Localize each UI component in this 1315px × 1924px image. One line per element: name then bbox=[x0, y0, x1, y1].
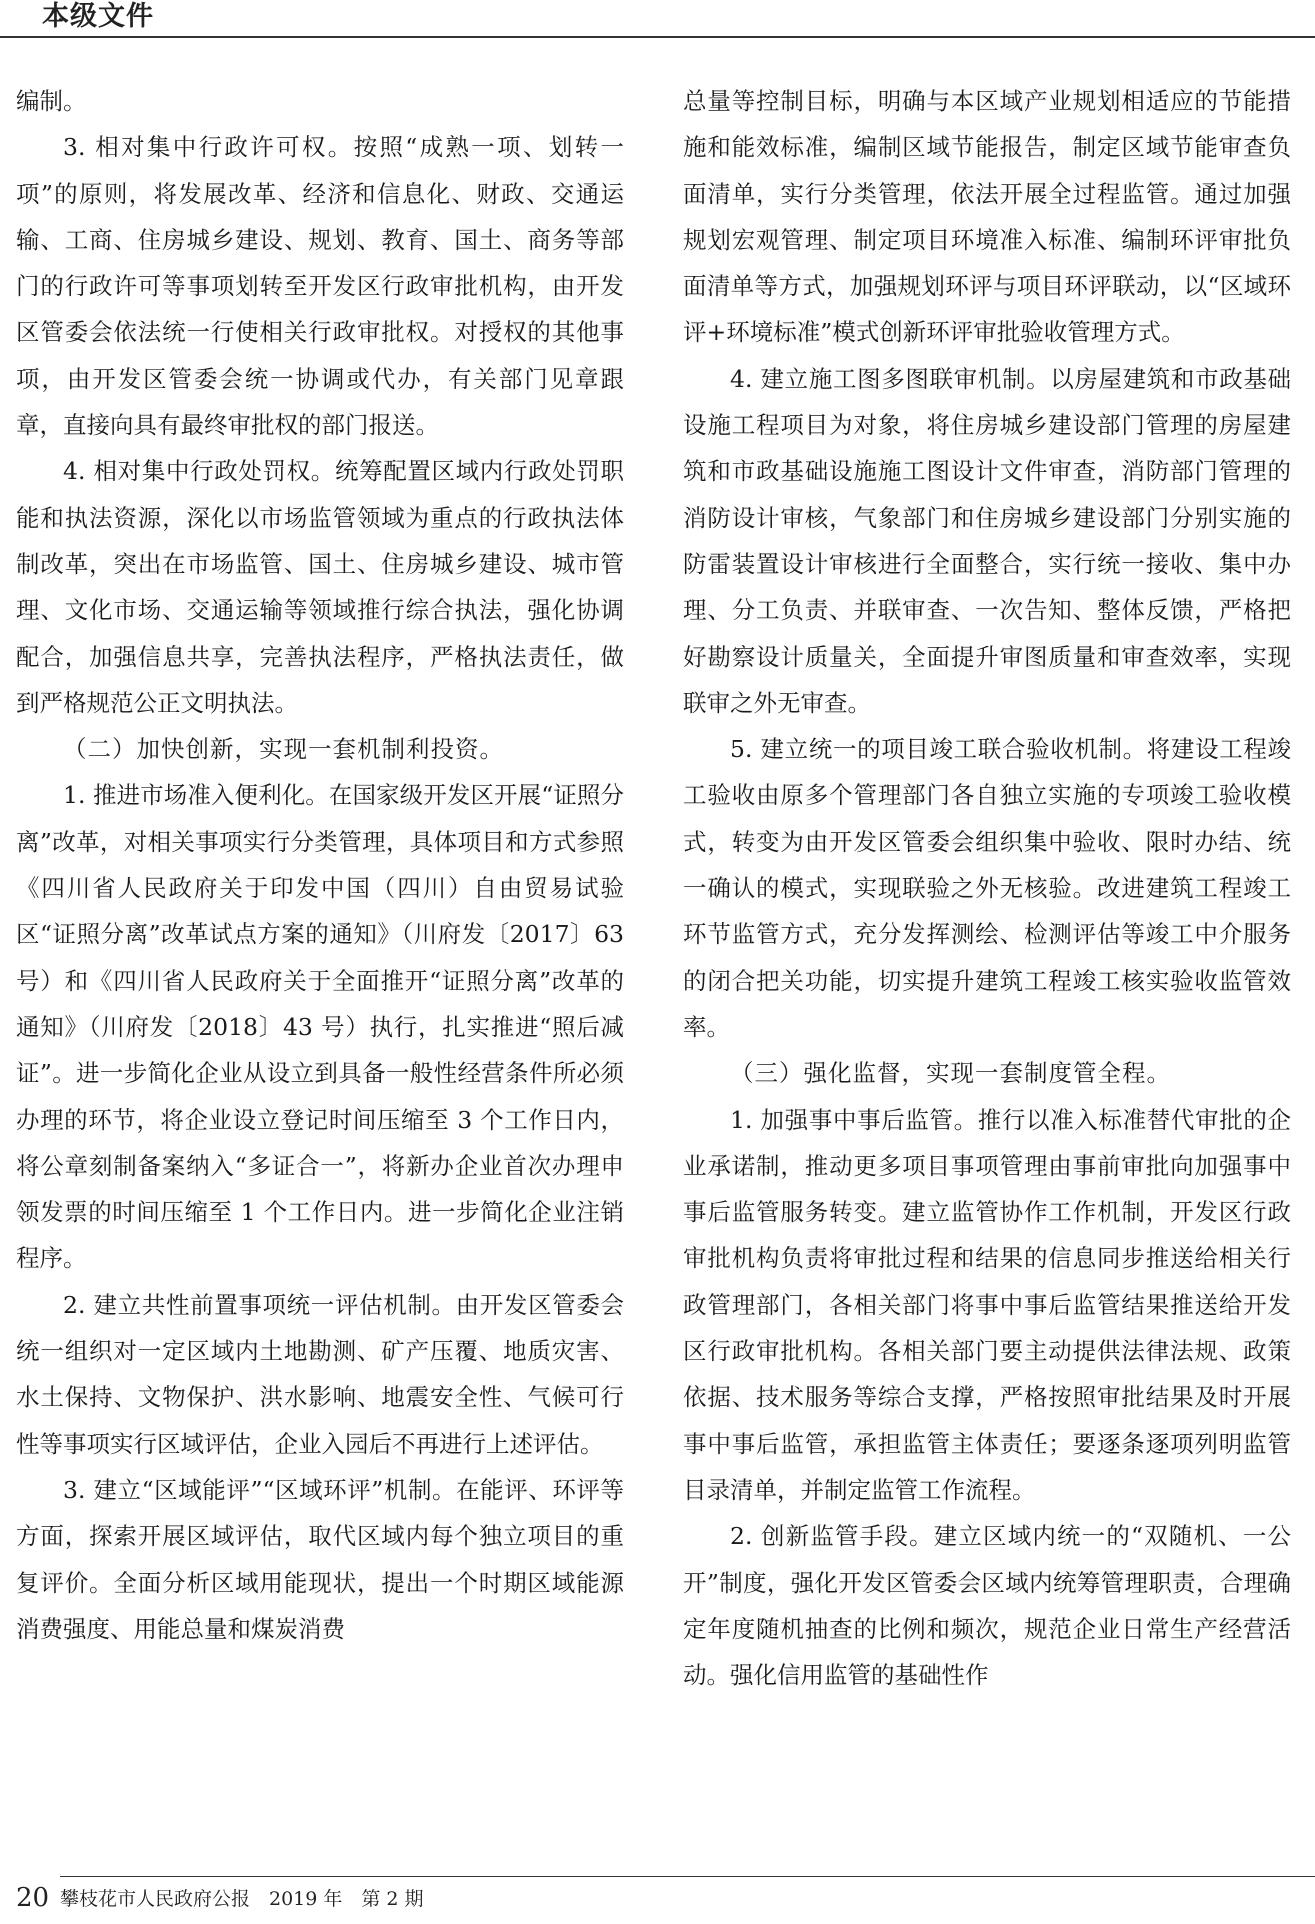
header-divider bbox=[0, 36, 1315, 38]
paragraph: 1. 加强事中事后监管。推行以准入标准替代审批的企业承诺制，推动更多项目事项管理由事前审批向加强事中事后监管服务转变。建立监管协作工作机制，开发区行政审批机构负责将审批过程和结果的信息同步推送给相关行政管理部门，各相关部门将事中事后监管结果推送给开发区行政审批机构。各相关部门要主动提供法律法规、政策依据、技术服务等综合支撑，严格按照审批结果及时开展事中事后监管，承担监管主体责任；要逐条逐项列明监管目录清单，并制定监管工作流程。 bbox=[683, 1105, 1291, 1504]
section-heading: （三）强化监督，实现一套制度管全程。 bbox=[730, 1059, 1171, 1088]
paragraph: 3. 建立“区域能评”“区域环评”机制。在能评、环评等方面，探索开展区域评估，取代区域内每个独立项目的重复评价。全面分析区域用能现状，提出一个时期区域能源消费强度、用能总量和煤炭消费 bbox=[16, 1475, 624, 1643]
page-footer bbox=[0, 1876, 1315, 1924]
paragraph: 2. 创新监管手段。建立区域内统一的“双随机、一公开”制度，强化开发区管委会区域内统筹管理职责，合理确定年度随机抽查的比例和频次，规范企业日常生产经营活动。强化信用监管的基础性作 bbox=[683, 1522, 1291, 1690]
paragraph: 5. 建立统一的项目竣工联合验收机制。将建设工程竣工验收由原多个管理部门各自独立实施的专项竣工验收模式，转变为由开发区管委会组织集中验收、限时办结、统一确认的模式，实现联验之外无核验。改进建筑工程竣工环节监管方式，充分发挥测绘、检测评估等竣工中介服务的闭合把关功能，切实提升建筑工程竣工核实验收监管效率。 bbox=[683, 735, 1291, 1041]
publication-info: 攀枝花市人民政府公报 2019 年 第 2 期 bbox=[60, 1888, 424, 1910]
paragraph: 编制。 bbox=[16, 87, 87, 115]
paragraph: 3. 相对集中行政许可权。按照“成熟一项、划转一项”的原则，将发展改革、经济和信息化、财政、交通运输、工商、住房城乡建设、规划、教育、国土、商务等部门的行政许可等事项划转至开发区行政审批机构，由开发区管委会依法统一行使相关行政审批权。对授权的其他事项，由开发区管委会统一协调或代办，有关部门见章跟章，直接向具有最终审批权的部门报送。 bbox=[16, 133, 624, 440]
paragraph: 2. 建立共性前置事项统一评估机制。由开发区管委会统一组织对一定区域内土地勘测、矿产压覆、地质灾害、水土保持、文物保护、洪水影响、地震安全性、气候可行性等事项实行区域评估，企业入园后不再进行上述评估。 bbox=[16, 1290, 624, 1458]
paragraph: 4. 相对集中行政处罚权。统筹配置区域内行政处罚职能和执法资源，深化以市场监管领域为重点的行政执法体制改革，突出在市场监管、国土、住房城乡建设、城市管理、文化市场、交通运输等领域推行综合执法，强化协调配合，加强信息共享，完善执法程序，严格执法责任，做到严格规范公正文明执法。 bbox=[16, 457, 624, 717]
paragraph: 总量等控制目标，明确与本区域产业规划相适应的节能措施和能效标准，编制区域节能报告，制定区域节能审查负面清单，实行分类管理，依法开展全过程监管。通过加强规划宏观管理、制定项目环境准入标准、编制环评审批负面清单等方式，加强规划环评与项目环评联动，以“区域环评+环境标准”模式创新环评审批验收管理方式。 bbox=[683, 87, 1291, 347]
section-heading: （二）加快创新，实现一套机制利投资。 bbox=[63, 735, 504, 764]
page-header bbox=[0, 0, 1315, 34]
section-title: 本级文件 bbox=[42, 1, 154, 32]
page-number: 20 bbox=[16, 1883, 50, 1913]
left-column bbox=[16, 78, 624, 1652]
footer-divider bbox=[60, 1876, 1315, 1877]
paragraph: 1. 推进市场准入便利化。在国家级开发区开展“证照分离”改革，对相关事项实行分类管理，具体项目和方式参照《四川省人民政府关于印发中国（四川）自由贸易试验区“证照分离”改革试点方案的通知》（川府发〔2017〕63 号）和《四川省人民政府关于全面推开“证照分离”改革的通知》（川府发〔2018〕43 号）执行，扎实推进“照后减证”。进一步简化企业从设立到具备一般性经营条件所必须办理的环节，将企业设立登记时间压缩至 3 个工作日内，将公章刻制备案纳入“多证合一”，将新办企业首次办理申领发票的时间压缩至 1 个工作日内。进一步简化企业注销程序。 bbox=[16, 781, 624, 1273]
paragraph: 4. 建立施工图多图联审机制。以房屋建筑和市政基础设施工程项目为对象，将住房城乡建设部门管理的房屋建筑和市政基础设施施工图设计文件审查，消防部门管理的消防设计审核，气象部门和住房城乡建设部门分别实施的防雷装置设计审核进行全面整合，实行统一接收、集中办理、分工负责、并联审查、一次告知、整体反馈，严格把好勘察设计质量关，全面提升审图质量和审查效率，实现联审之外无审查。 bbox=[683, 364, 1291, 717]
right-column bbox=[683, 78, 1291, 1698]
